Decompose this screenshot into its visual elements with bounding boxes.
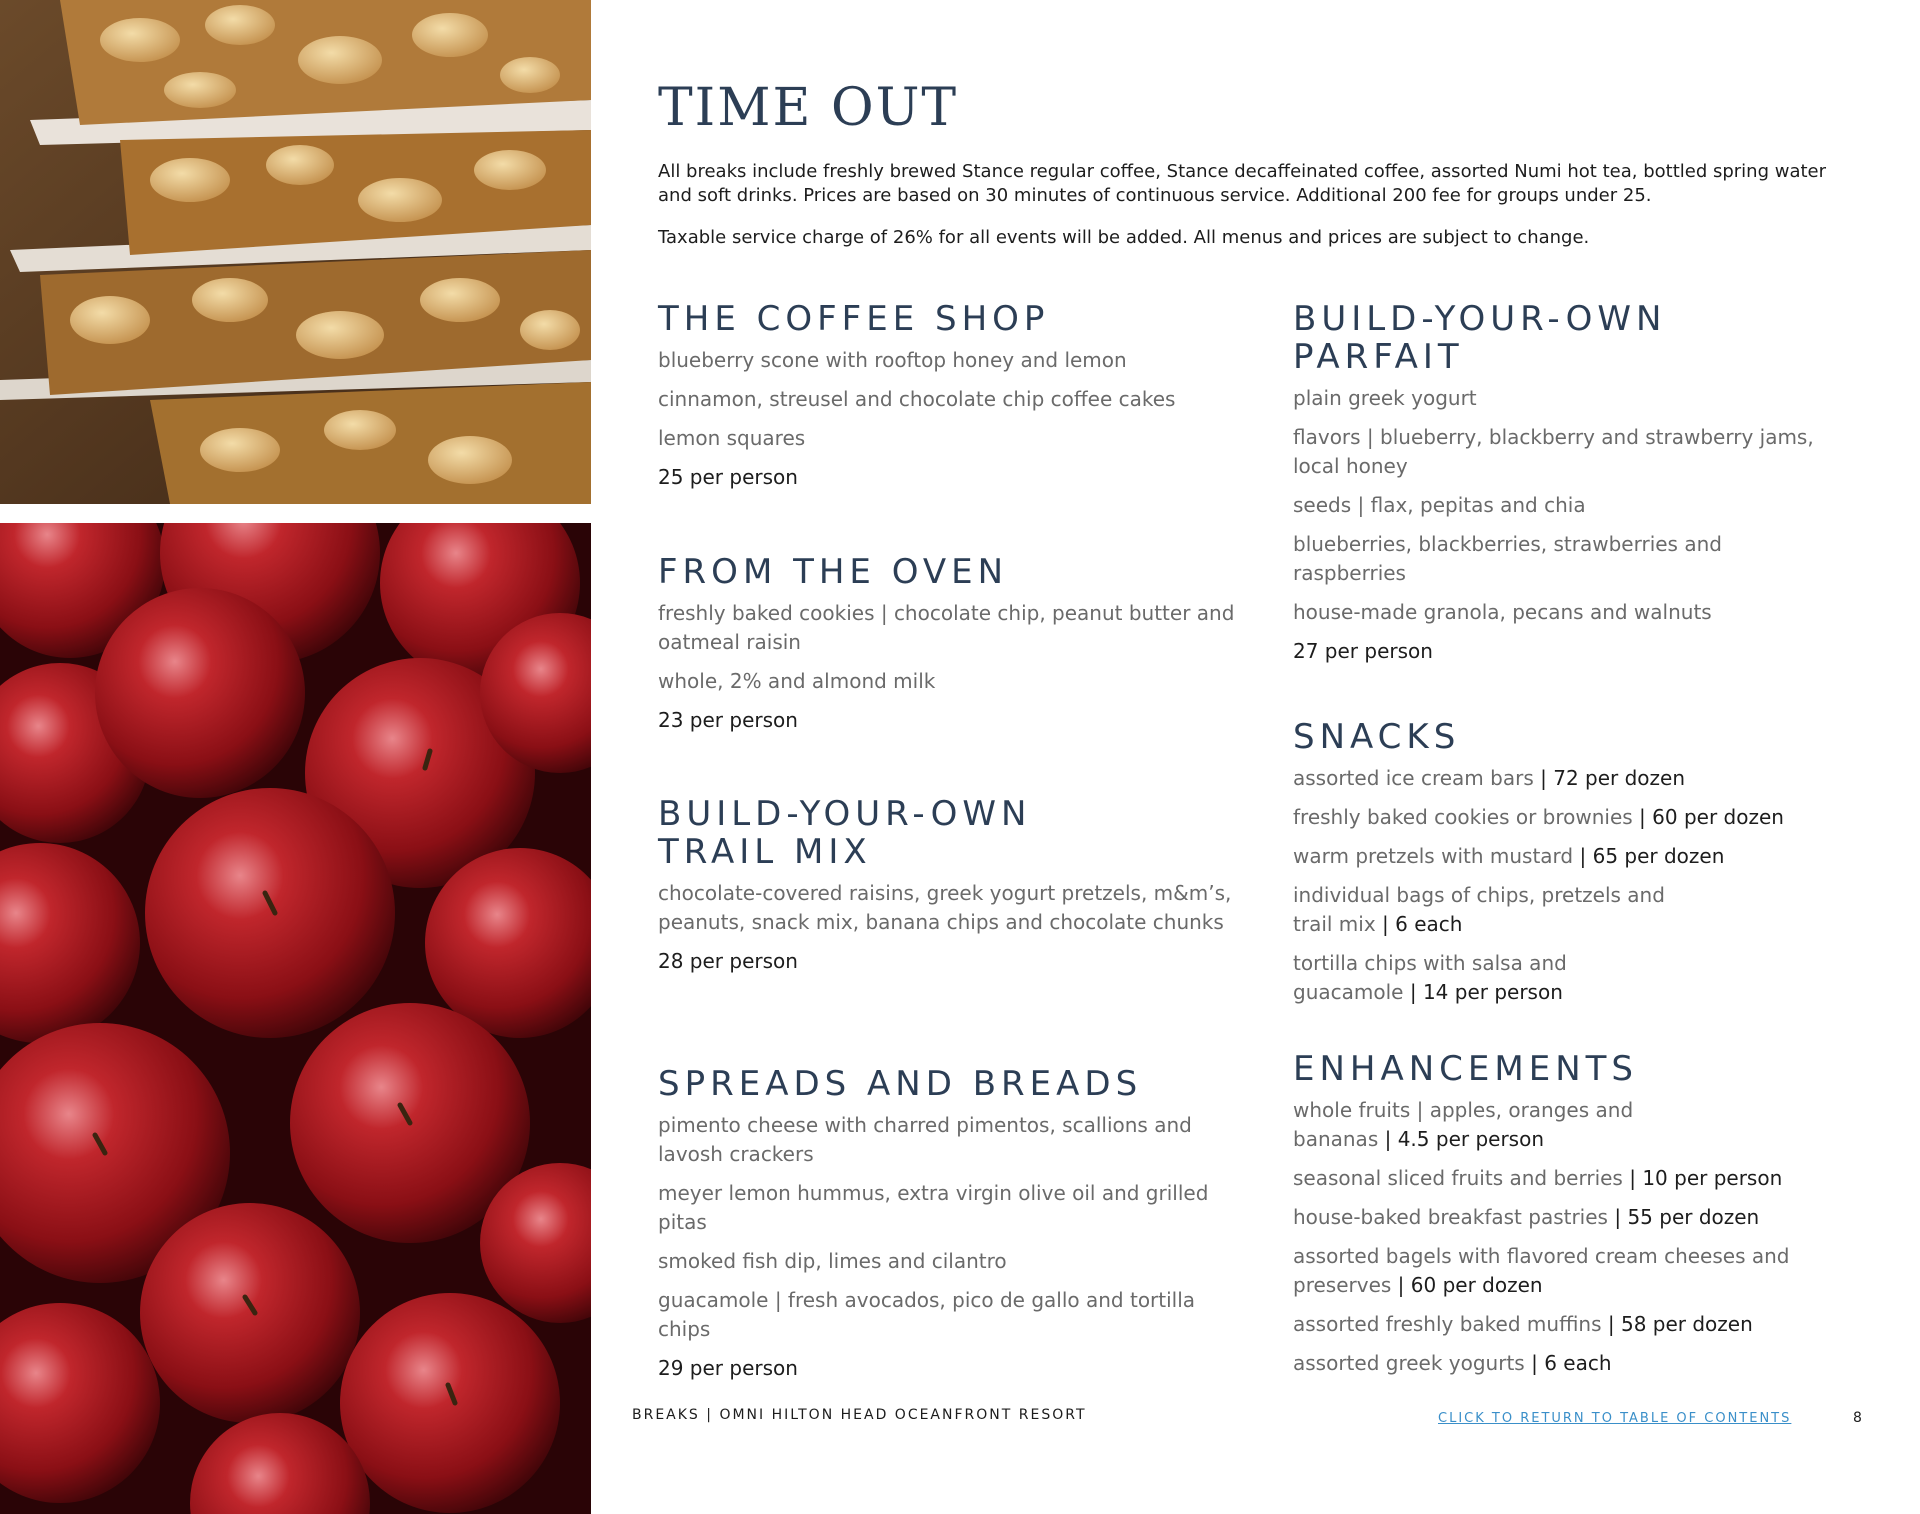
menu-item: assorted bagels with flavored cream cheeses and preserves | 60 per dozen bbox=[1293, 1244, 1790, 1297]
menu-item: cinnamon, streusel and chocolate chip coffee cakes bbox=[658, 387, 1176, 411]
menu-item: freshly baked cookies | chocolate chip, peanut butter and oatmeal raisin bbox=[658, 601, 1235, 654]
menu-item: house-baked breakfast pastries | 55 per dozen bbox=[1293, 1205, 1760, 1229]
menu-item: blueberries, blackberries, strawberries and raspberries bbox=[1293, 532, 1722, 585]
item-price: 10 per person bbox=[1642, 1166, 1783, 1190]
menu-item: freshly baked cookies or brownies | 60 per dozen bbox=[1293, 805, 1784, 829]
menu-item: whole, 2% and almond milk bbox=[658, 669, 936, 693]
section-price: 25 per person bbox=[658, 465, 798, 489]
menu-item: whole fruits | apples, oranges and bananas | 4.5 per person bbox=[1293, 1098, 1634, 1151]
menu-item: smoked fish dip, limes and cilantro bbox=[658, 1249, 1007, 1273]
menu-item: seeds | flax, pepitas and chia bbox=[1293, 493, 1586, 517]
section-snacks bbox=[1293, 718, 1853, 1017]
menu-item: tortilla chips with salsa and guacamole | 14 per person bbox=[1293, 951, 1567, 1004]
section-price: 29 per person bbox=[658, 1356, 798, 1380]
menu-item: pimento cheese with charred pimentos, scallions and lavosh crackers bbox=[658, 1113, 1192, 1166]
table-of-contents-link[interactable]: CLICK TO RETURN TO TABLE OF CONTENTS bbox=[1438, 1411, 1792, 1426]
nut-bars-photo bbox=[0, 0, 591, 504]
item-price: 60 per dozen bbox=[1410, 1273, 1543, 1297]
section-parfait bbox=[1293, 300, 1853, 665]
menu-item: flavors | blueberry, blackberry and strawberry jams, local honey bbox=[1293, 425, 1814, 478]
menu-item: plain greek yogurt bbox=[1293, 386, 1477, 410]
section-heading: FROM THE OVEN bbox=[658, 552, 1009, 592]
menu-item: seasonal sliced fruits and berries | 10 per person bbox=[1293, 1166, 1783, 1190]
item-price: 58 per dozen bbox=[1620, 1312, 1753, 1336]
item-price: 6 each bbox=[1544, 1351, 1612, 1375]
menu-item: meyer lemon hummus, extra virgin olive oil and grilled pitas bbox=[658, 1181, 1209, 1234]
section-heading: SPREADS AND BREADS bbox=[658, 1064, 1143, 1104]
item-price: 55 per dozen bbox=[1627, 1205, 1760, 1229]
section-trail-mix bbox=[658, 795, 1238, 975]
menu-item: assorted freshly baked muffins | 58 per dozen bbox=[1293, 1312, 1753, 1336]
footer-label: BREAKS | OMNI HILTON HEAD OCEANFRONT RESORT bbox=[632, 1407, 1087, 1423]
menu-item: warm pretzels with mustard | 65 per dozen bbox=[1293, 844, 1725, 868]
section-heading: ENHANCEMENTS bbox=[1293, 1049, 1638, 1089]
section-price: 28 per person bbox=[658, 949, 798, 973]
section-spreads-breads bbox=[658, 1065, 1238, 1382]
item-price: 65 per dozen bbox=[1592, 844, 1725, 868]
menu-item: house-made granola, pecans and walnuts bbox=[1293, 600, 1712, 624]
service-charge-note: Taxable service charge of 26% for all events will be added. All menus and prices are subject to change. bbox=[658, 227, 1590, 248]
section-heading: BUILD-YOUR-OWN TRAIL MIX bbox=[658, 794, 1032, 872]
section-price: 27 per person bbox=[1293, 639, 1433, 663]
menu-item: blueberry scone with rooftop honey and lemon bbox=[658, 348, 1127, 372]
item-price: 72 per dozen bbox=[1553, 766, 1686, 790]
item-price: 14 per person bbox=[1422, 980, 1563, 1004]
section-enhancements bbox=[1293, 1050, 1853, 1388]
item-price: 60 per dozen bbox=[1652, 805, 1784, 829]
section-price: 23 per person bbox=[658, 708, 798, 732]
menu-item: individual bags of chips, pretzels and trail mix | 6 each bbox=[1293, 883, 1665, 936]
section-heading: BUILD-YOUR-OWN PARFAIT bbox=[1293, 299, 1667, 377]
item-price: 4.5 per person bbox=[1397, 1127, 1545, 1151]
menu-item: lemon squares bbox=[658, 426, 806, 450]
page-title: TIME OUT bbox=[658, 78, 959, 138]
menu-item: chocolate-covered raisins, greek yogurt pretzels, m&m’s, peanuts, snack mix, banana chips and chocolate chunks bbox=[658, 881, 1232, 934]
section-coffee-shop bbox=[658, 300, 1238, 491]
red-apples-photo bbox=[0, 523, 591, 1514]
menu-item: assorted ice cream bars | 72 per dozen bbox=[1293, 766, 1686, 790]
section-heading: SNACKS bbox=[1293, 717, 1461, 757]
menu-item: assorted greek yogurts | 6 each bbox=[1293, 1351, 1612, 1375]
section-heading: THE COFFEE SHOP bbox=[658, 299, 1050, 339]
menu-item: guacamole | fresh avocados, pico de gallo and tortilla chips bbox=[658, 1288, 1196, 1341]
section-from-the-oven bbox=[658, 553, 1238, 734]
intro-paragraph: All breaks include freshly brewed Stance regular coffee, Stance decaffeinated coffee, assorted Numi hot tea, bottled spring water and soft drinks. Prices are based on 30 minutes of continuous service. Additional 200 fee for groups under 25. bbox=[658, 161, 1827, 206]
page-number: 8 bbox=[1853, 1410, 1862, 1426]
item-price: 6 each bbox=[1395, 912, 1463, 936]
